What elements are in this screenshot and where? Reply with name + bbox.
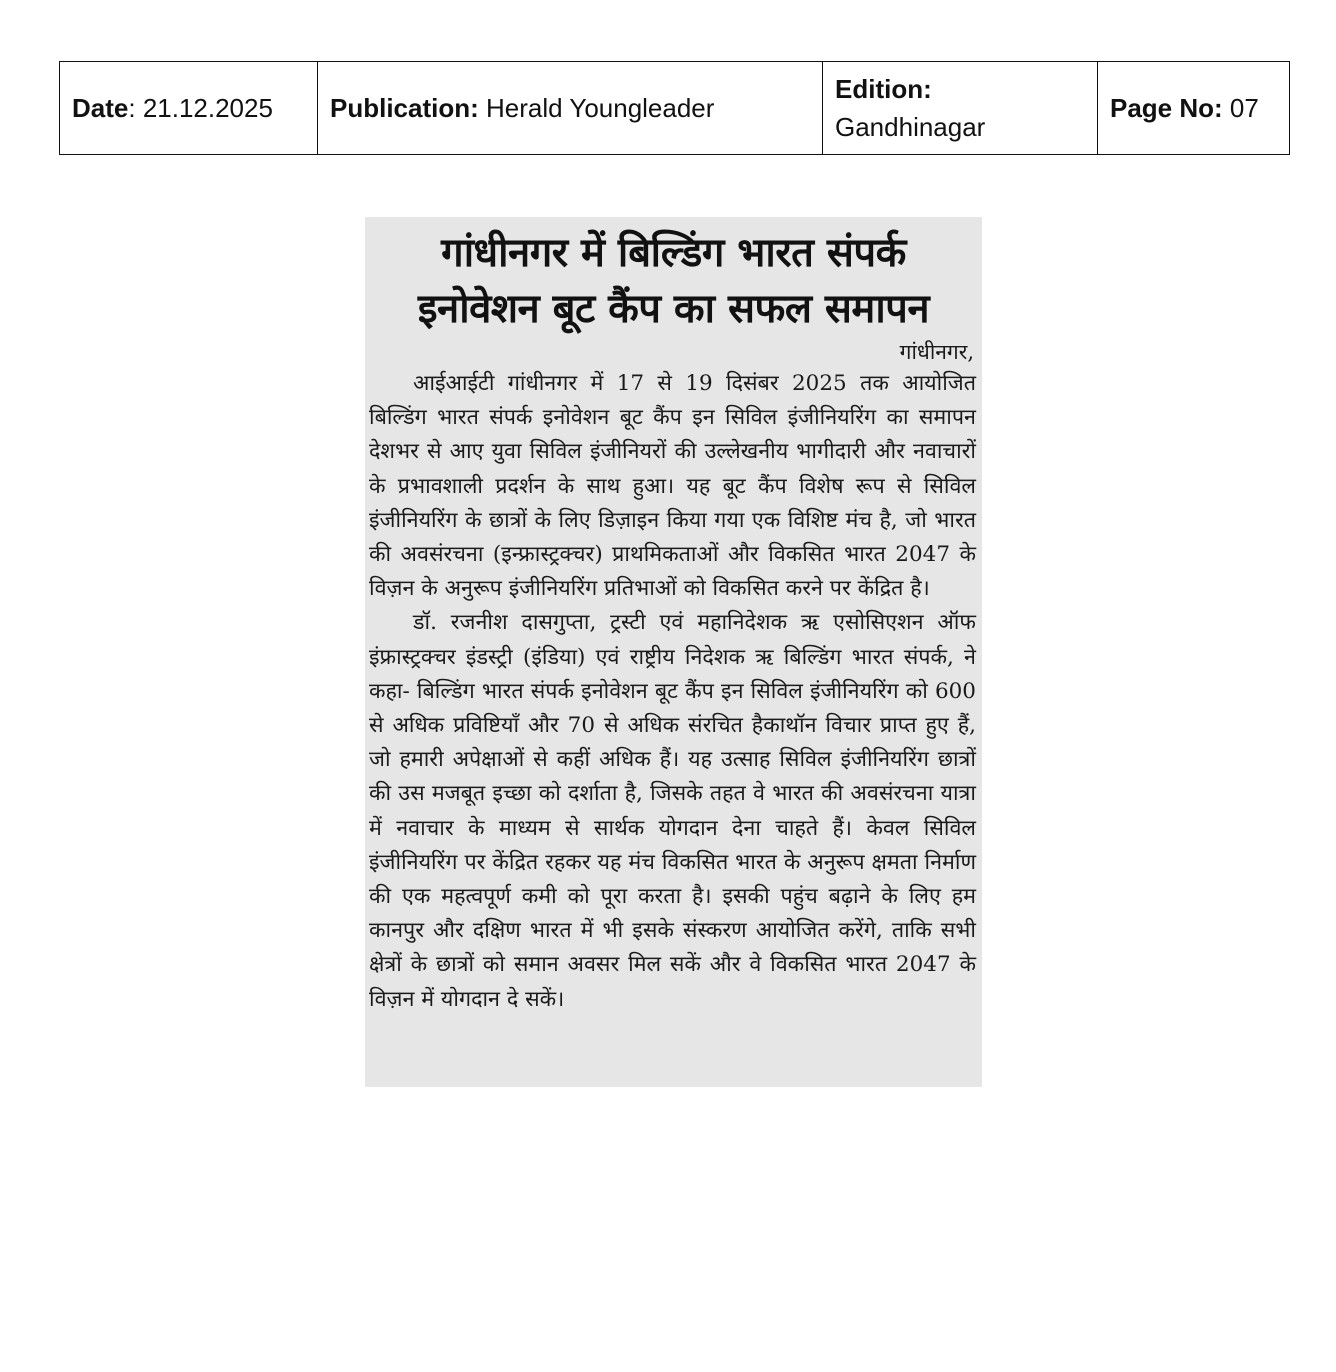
page-label: Page No: bbox=[1110, 93, 1223, 123]
newspaper-clipping bbox=[365, 217, 982, 1087]
article-paragraph-2: डॉ. रजनीश दासगुप्ता, ट्रस्टी एवं महानिदेशक ऋ एसोसिएशन ऑफ इंफ्रास्ट्रक्चर इंडस्ट्री (इंडिया) एवं राष्ट्रीय निदेशक ऋ बिल्डिंग भारत संपर्क, ने कहा- बिल्डिंग भारत संपर्क इनोवेशन बूट कैंप इन सिविल इंजीनियरिंग को 600 से अधिक प्रविष्टियाँ और 70 से अधिक संरचित हैकाथॉन विचार प्राप्त हुए हैं, जो हमारी अपेक्षाओं से कहीं अधिक हैं। यह उत्साह सिविल इंजीनियरिंग छात्रों की उस मजबूत इच्छा को दर्शाता है, जिसके तहत वे भारत की अवसंरचना यात्रा में नवाचार के माध्यम से सार्थक योगदान देना चाहते हैं। केवल सिविल इंजीनियरिंग पर केंद्रित रहकर यह मंच विकसित भारत के अनुरूप क्षमता निर्माण की एक महत्वपूर्ण कमी को पूरा करता है। इसकी पहुंच बढ़ाने के लिए हम कानपुर और दक्षिण भारत में भी इसके संस्करण आयोजित करेंगे, ताकि सभी क्षेत्रों के छात्रों को समान अवसर मिल सकें और वे विकसित भारत 2047 के विज़न में योगदान दे सकें। bbox=[369, 610, 976, 1012]
edition-cell bbox=[823, 62, 1098, 155]
edition-value: Gandhinagar bbox=[835, 112, 986, 142]
headline-line-1: गांधीनगर में बिल्डिंग भारत संपर्क bbox=[441, 229, 906, 276]
publication-cell bbox=[318, 62, 823, 155]
headline-line-2: इनोवेशन बूट कैंप का सफल समापन bbox=[417, 285, 930, 332]
article-paragraph-1: आईआईटी गांधीनगर में 17 से 19 दिसंबर 2025 तक आयोजित बिल्डिंग भारत संपर्क इनोवेशन बूट कैंप इन सिविल इंजीनियरिंग का समापन देशभर से आए युवा सिविल इंजीनियरों की उल्लेखनीय भागीदारी और नवाचारों के प्रभावशाली प्रदर्शन के साथ हुआ। यह बूट कैंप विशेष रूप से सिविल इंजीनियरिंग के छात्रों के लिए डिज़ाइन किया गया एक विशिष्ट मंच है, जो भारत की अवसंरचना (इन्फ्रास्ट्रक्चर) प्राथमिकताओं और विकसित भारत 2047 के विज़न के अनुरूप इंजीनियरिंग प्रतिभाओं को विकसित करने पर केंद्रित है। bbox=[369, 371, 976, 602]
page-value: 07 bbox=[1229, 93, 1259, 123]
publication-info-table bbox=[59, 61, 1290, 155]
article-headline bbox=[365, 225, 982, 337]
publication-value: Herald Youngleader bbox=[486, 93, 715, 123]
publication-label: Publication: bbox=[330, 93, 479, 123]
publication-info-row bbox=[60, 62, 1290, 155]
date-label: Date bbox=[72, 93, 129, 123]
page-cell bbox=[1098, 62, 1290, 155]
date-value: 21.12.2025 bbox=[142, 93, 273, 123]
date-cell: Date: 21.12.2025 bbox=[60, 62, 318, 155]
edition-label: Edition: bbox=[835, 74, 932, 104]
article-dateline: गांधीनगर, bbox=[899, 340, 974, 364]
